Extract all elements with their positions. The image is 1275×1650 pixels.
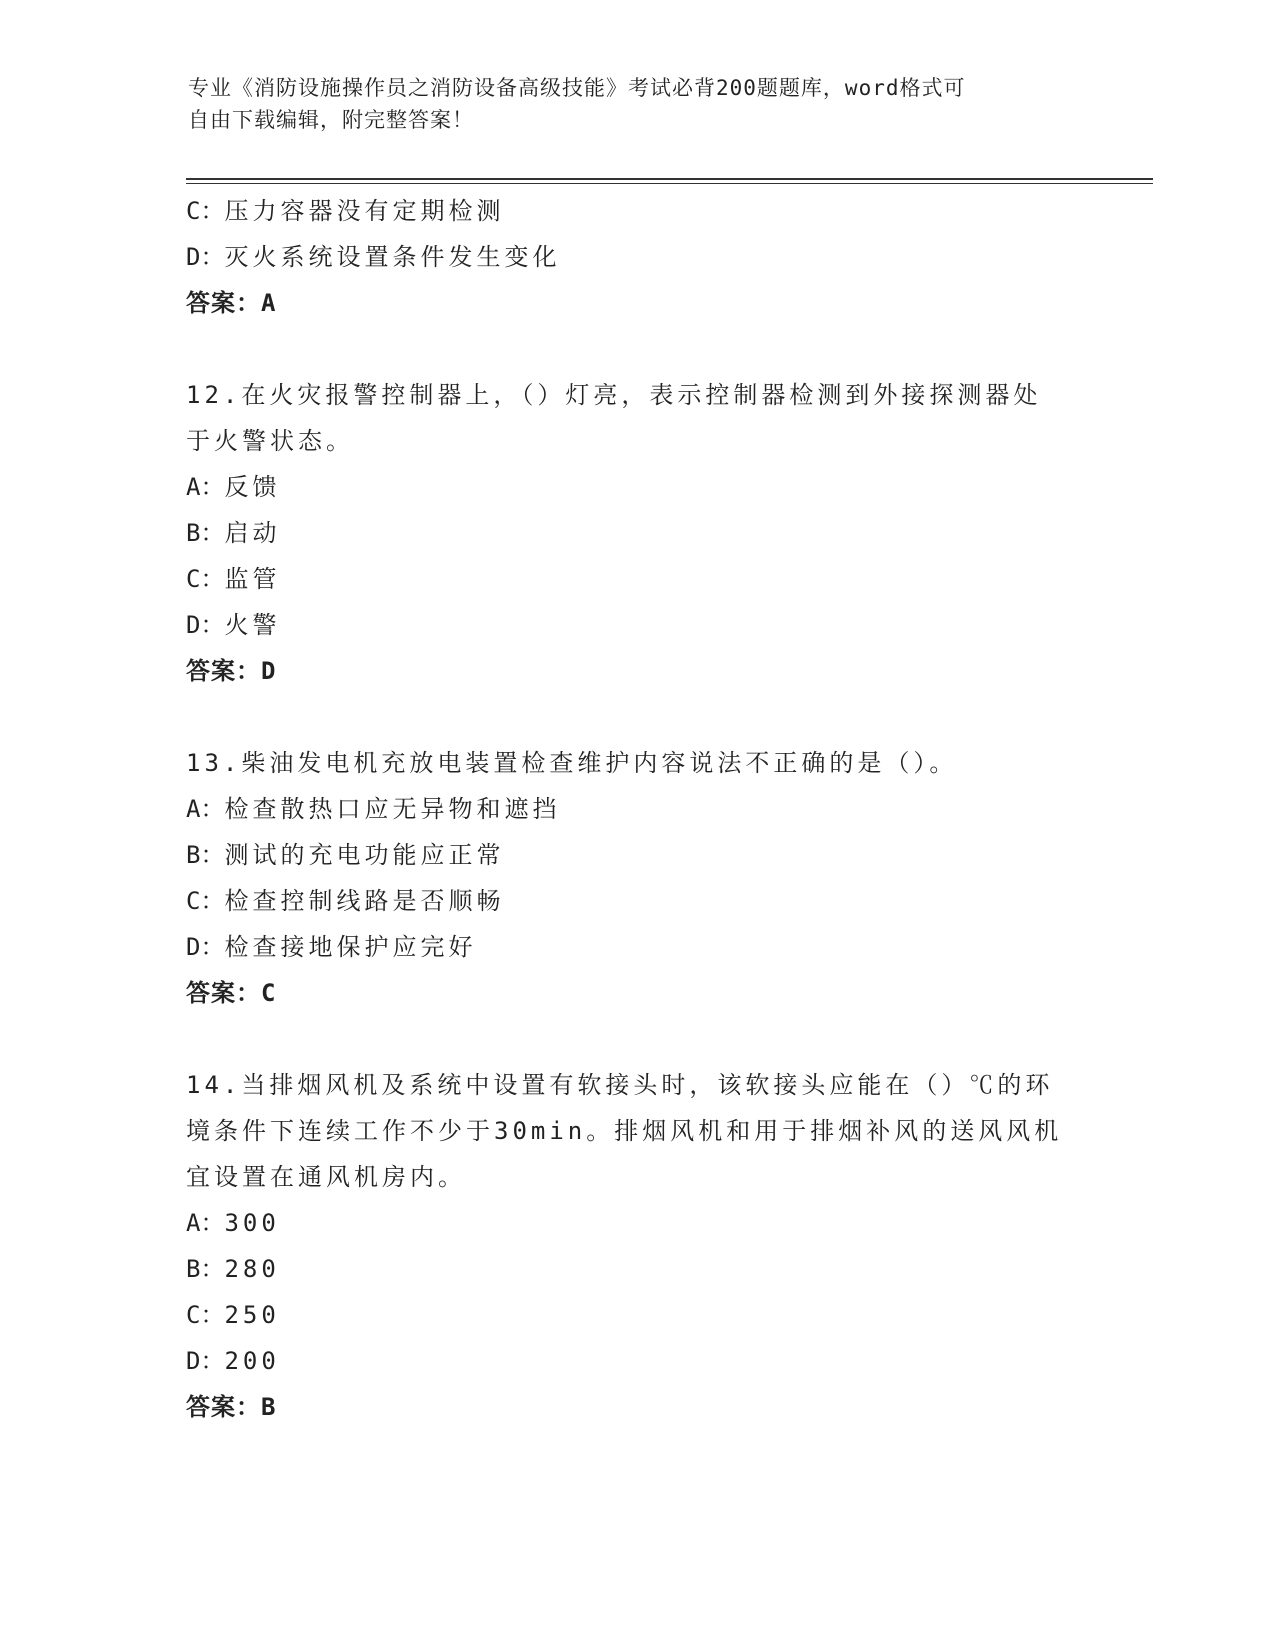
option-a: A：检查散热口应无异物和遮挡 bbox=[186, 795, 561, 823]
header-divider-thick bbox=[186, 178, 1153, 180]
spacer bbox=[186, 1016, 1086, 1062]
question-14 bbox=[186, 1062, 1086, 1430]
option-a: A：300 bbox=[186, 1209, 280, 1237]
option-b: B：测试的充电功能应正常 bbox=[186, 841, 505, 869]
option-c: C：监管 bbox=[186, 565, 281, 593]
question-stem: 宜设置在通风机房内。 bbox=[186, 1163, 466, 1191]
question-stem: 12.在火灾报警控制器上，（）灯亮，表示控制器检测到外接探测器处 bbox=[186, 381, 1042, 409]
header-line-1: 专业《消防设施操作员之消防设备高级技能》考试必背200题题库，word格式可 bbox=[188, 76, 966, 100]
document-header bbox=[188, 72, 1088, 136]
option-d: D：灭火系统设置条件发生变化 bbox=[186, 243, 561, 271]
answer-line: 答案：C bbox=[186, 979, 277, 1007]
answer-line: 答案：D bbox=[186, 657, 277, 685]
answer-line: 答案：B bbox=[186, 1393, 277, 1421]
question-list bbox=[186, 188, 1086, 1430]
option-a: A：反馈 bbox=[186, 473, 281, 501]
option-d: D：200 bbox=[186, 1347, 280, 1375]
spacer bbox=[186, 326, 1086, 372]
option-c: C：压力容器没有定期检测 bbox=[186, 197, 505, 225]
option-c: C：250 bbox=[186, 1301, 280, 1329]
question-stem: 于火警状态。 bbox=[186, 427, 354, 455]
question-stem: 境条件下连续工作不少于30min。排烟风机和用于排烟补风的送风风机 bbox=[186, 1117, 1063, 1145]
header-line-2: 自由下载编辑，附完整答案！ bbox=[188, 108, 474, 132]
question-stem: 13.柴油发电机充放电装置检查维护内容说法不正确的是（）。 bbox=[186, 749, 958, 777]
question-11-tail bbox=[186, 188, 1086, 326]
option-c: C：检查控制线路是否顺畅 bbox=[186, 887, 505, 915]
option-b: B：启动 bbox=[186, 519, 281, 547]
option-d: D：检查接地保护应完好 bbox=[186, 933, 477, 961]
question-13 bbox=[186, 740, 1086, 1016]
spacer bbox=[186, 694, 1086, 740]
option-b: B：280 bbox=[186, 1255, 280, 1283]
answer-line: 答案：A bbox=[186, 289, 277, 317]
header-divider-thin bbox=[186, 183, 1153, 184]
question-stem: 14.当排烟风机及系统中设置有软接头时，该软接头应能在（）℃的环 bbox=[186, 1071, 1054, 1099]
question-12 bbox=[186, 372, 1086, 694]
option-d: D：火警 bbox=[186, 611, 281, 639]
